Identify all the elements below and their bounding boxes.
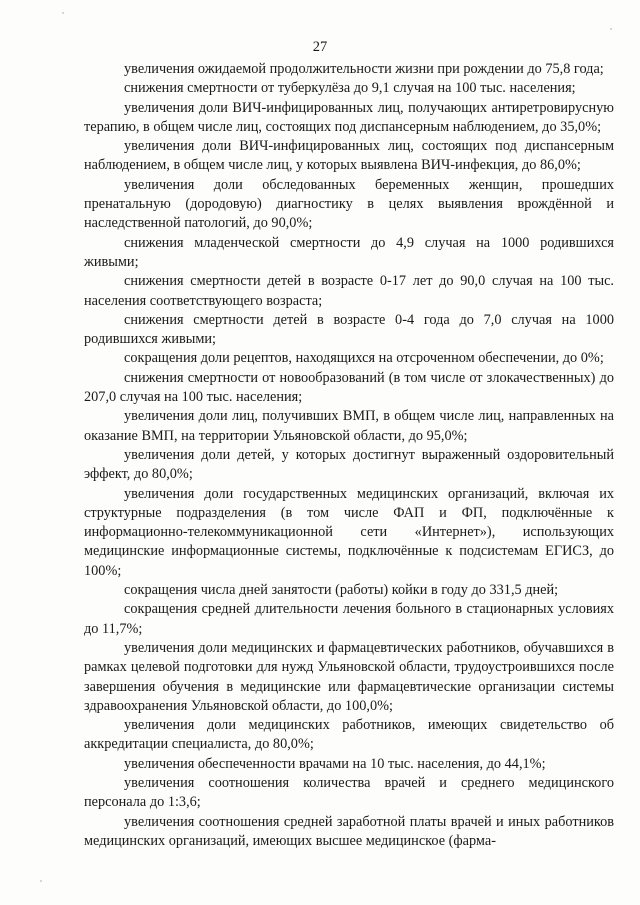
- page-number: 27: [312, 39, 328, 55]
- paragraph: увеличения ожидаемой продолжительности жизни при рождении до 75,8 года;: [124, 61, 604, 77]
- paragraph: увеличения доли медицинских и фармацевтических работников, обучавшихся в рамках целевой подготовки для нужд Ульяновской области, трудоустроившихся после завершения обучения в медицинские или фармацевтические организации системы здравоохранения Ульяновской области, до 100,0%;: [84, 639, 614, 714]
- body-text: [84, 60, 614, 851]
- paragraph: увеличения доли детей, у которых достигнут выраженный оздоровительный эффект, до 80,0%;: [84, 446, 614, 483]
- scan-artifact: [610, 28, 612, 30]
- paragraph: сокращения средней длительности лечения больного в стационарных условиях до 11,7%;: [84, 601, 614, 637]
- paragraph: увеличения соотношения средней заработной платы врачей и иных работников медицинских организаций, имеющих высшее медицинское (фарма-: [84, 813, 614, 849]
- paragraph: снижения смертности от туберкулёза до 9,1 случая на 100 тыс. населения;: [124, 80, 576, 97]
- paragraph: снижения смертности от новообразований (в том числе от злокачественных) до 207,0 случая на 100 тыс. населения;: [84, 369, 614, 406]
- paragraph: увеличения доли обследованных беременных женщин, прошедших пренатальную (дородовую) диагностику в целях выявления врождённой и наследственной патологий, до 90,0%;: [84, 176, 614, 232]
- paragraph: увеличения доли государственных медицинских организаций, включая их структурные подразделения (в том числе ФАП и ФП, подключённые к информационно-телекоммуникационной сети «Интернет»), использующих медицинские информационные системы, подключённые к подсистемам ЕГИСЗ, до 100%;: [84, 485, 614, 579]
- paragraph: сокращения доли рецептов, находящихся на отсроченном обеспечении, до 0%;: [124, 350, 604, 367]
- scan-artifact: [62, 12, 64, 14]
- paragraph: увеличения доли медицинских работников, имеющих свидетельство об аккредитации специалиста, до 80,0%;: [84, 717, 614, 753]
- paragraph: снижения смертности детей в возрасте 0-4 года до 7,0 случая на 1000 родившихся живыми;: [84, 311, 614, 348]
- paragraph: увеличения обеспеченности врачами на 10 тыс. населения, до 44,1%;: [124, 755, 546, 772]
- paragraph: сокращения числа дней занятости (работы) койки в году до 331,5 дней;: [124, 582, 559, 599]
- paragraph: снижения смертности детей в возрасте 0-17 лет до 90,0 случая на 100 тыс. населения соответствующего возраста;: [84, 273, 614, 309]
- paragraph: снижения младенческой смертности до 4,9 случая на 1000 родившихся живыми;: [84, 234, 614, 270]
- paragraph: увеличения доли ВИЧ-инфицированных лиц, получающих антиретровирусную терапию, в общем числе лиц, состоящих под диспансерным наблюдением, до 35,0%;: [84, 99, 614, 135]
- scan-artifact: [40, 880, 42, 882]
- paragraph: увеличения доли ВИЧ-инфицированных лиц, состоящих под диспансерным наблюдением, в общем числе лиц, у которых выявлена ВИЧ-инфекция, до 86,0%;: [84, 138, 614, 174]
- paragraph: увеличения соотношения количества врачей и среднего медицинского персонала до 1:3,6;: [84, 774, 614, 811]
- paragraph: увеличения доли лиц, получивших ВМП, в общем числе лиц, направленных на оказание ВМП, на территории Ульяновской области, до 95,0%;: [84, 408, 614, 444]
